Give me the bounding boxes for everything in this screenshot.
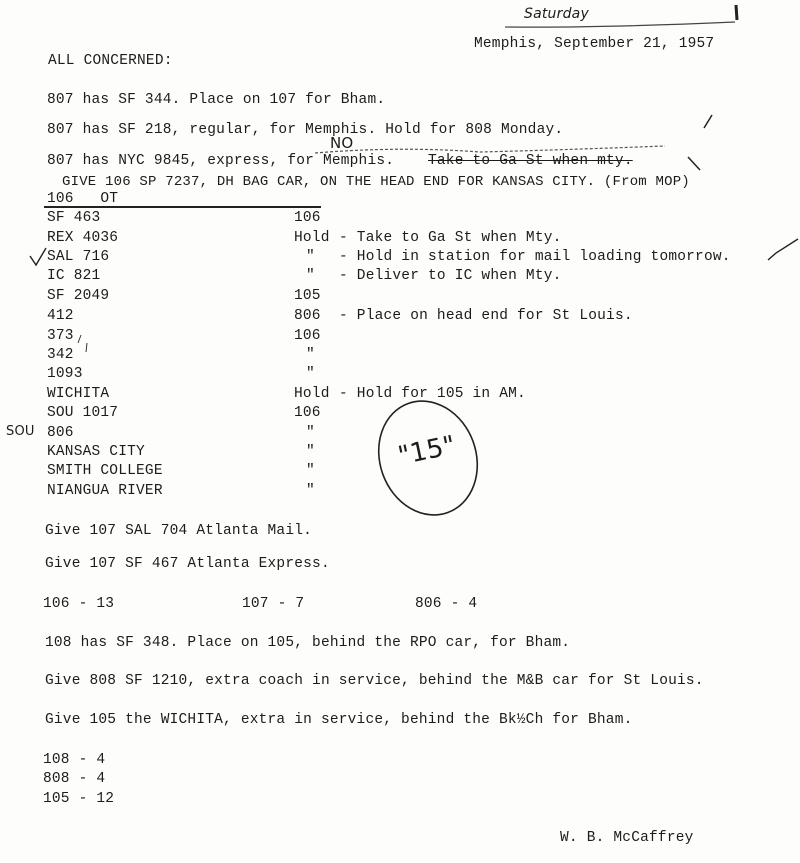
car-id: 1093 — [47, 366, 83, 382]
slash-mark — [704, 115, 712, 128]
count-806: 806 - 4 — [415, 596, 478, 612]
instruction-line: 807 has SF 218, regular, for Memphis. Hold for 808 Monday. — [47, 122, 564, 138]
car-id: SOU 1017 — [47, 405, 119, 421]
car-dest: " — [306, 347, 315, 363]
give-line: Give 107 SAL 704 Atlanta Mail. — [45, 523, 313, 539]
wavy-line-mark — [315, 146, 665, 153]
car-dest: 106 — [294, 328, 321, 344]
car-dest: Hold — [294, 386, 330, 402]
car-dest: " — [306, 425, 315, 441]
car-dest: 106 — [294, 405, 321, 421]
check-mark-icon — [768, 239, 798, 260]
count-106: 106 - 13 — [43, 596, 115, 612]
final-count: 108 - 4 — [43, 752, 106, 768]
instruction-line: Give 105 the WICHITA, extra in service, behind the Bk½Ch for Bham. — [45, 712, 633, 728]
car-dest: " — [306, 366, 315, 382]
final-count: 105 - 12 — [43, 791, 115, 807]
car-id: 412 — [47, 308, 74, 324]
tick-mark — [86, 343, 87, 352]
instruction-line: 807 has NYC 9845, express, for Memphis. — [47, 153, 395, 169]
final-count: 808 - 4 — [43, 771, 106, 787]
salutation: ALL CONCERNED: — [48, 53, 173, 69]
car-id: SF 463 — [47, 210, 101, 226]
car-id: KANSAS CITY — [47, 444, 145, 460]
car-dest: " — [306, 249, 315, 265]
place-date: Memphis, September 21, 1957 — [474, 36, 715, 52]
car-id: 806 — [47, 425, 74, 441]
instruction-line: 807 has SF 344. Place on 107 for Bham. — [47, 92, 386, 108]
give-106-line: GIVE 106 SP 7237, DH BAG CAR, ON THE HEAD END FOR KANSAS CITY. (From MOP) — [62, 174, 690, 190]
corner-tick-mark — [736, 5, 737, 20]
circled-note-handwritten: "15" — [395, 430, 459, 472]
struck-text: Take to Ga St when mty. — [428, 153, 633, 169]
car-dest: " — [306, 444, 315, 460]
car-dest: 806 — [294, 308, 321, 324]
car-id: REX 4036 — [47, 230, 119, 246]
car-note: - Hold for 105 in AM. — [339, 386, 526, 402]
slash-mark — [688, 157, 700, 170]
car-id: SMITH COLLEGE — [47, 463, 163, 479]
car-note: - Place on head end for St Louis. — [339, 308, 633, 324]
car-dest: 105 — [294, 288, 321, 304]
car-dest: " — [306, 483, 315, 499]
car-id: SAL 716 — [47, 249, 110, 265]
instruction-line: 108 has SF 348. Place on 105, behind the RPO car, for Bham. — [45, 635, 571, 651]
circle-mark — [363, 387, 493, 529]
car-id: NIANGUA RIVER — [47, 483, 163, 499]
instruction-line: Give 808 SF 1210, extra coach in service, behind the M&B car for St Louis. — [45, 673, 704, 689]
no-note-handwritten: NO — [330, 134, 354, 152]
car-note: - Take to Ga St when Mty. — [339, 230, 562, 246]
car-dest: " — [306, 268, 315, 284]
signature: W. B. McCaffrey — [560, 830, 694, 846]
car-id: 373 — [47, 328, 74, 344]
car-id: SF 2049 — [47, 288, 110, 304]
car-note: - Hold in station for mail loading tomorrow. — [339, 249, 731, 265]
car-dest: Hold — [294, 230, 330, 246]
car-id: IC 821 — [47, 268, 101, 284]
margin-note-handwritten: SOU — [6, 424, 35, 439]
check-mark-icon — [30, 248, 46, 265]
day-note-handwritten: Saturday — [524, 6, 589, 22]
give-line: Give 107 SF 467 Atlanta Express. — [45, 556, 330, 572]
table-header: 106 OT — [47, 191, 119, 207]
day-underline-mark — [505, 22, 735, 27]
car-note: - Deliver to IC when Mty. — [339, 268, 562, 284]
tick-mark — [78, 335, 81, 343]
car-dest: " — [306, 463, 315, 479]
count-107: 107 - 7 — [242, 596, 305, 612]
car-id: 342 — [47, 347, 74, 363]
car-id: WICHITA — [47, 386, 110, 402]
car-dest: 106 — [294, 210, 321, 226]
